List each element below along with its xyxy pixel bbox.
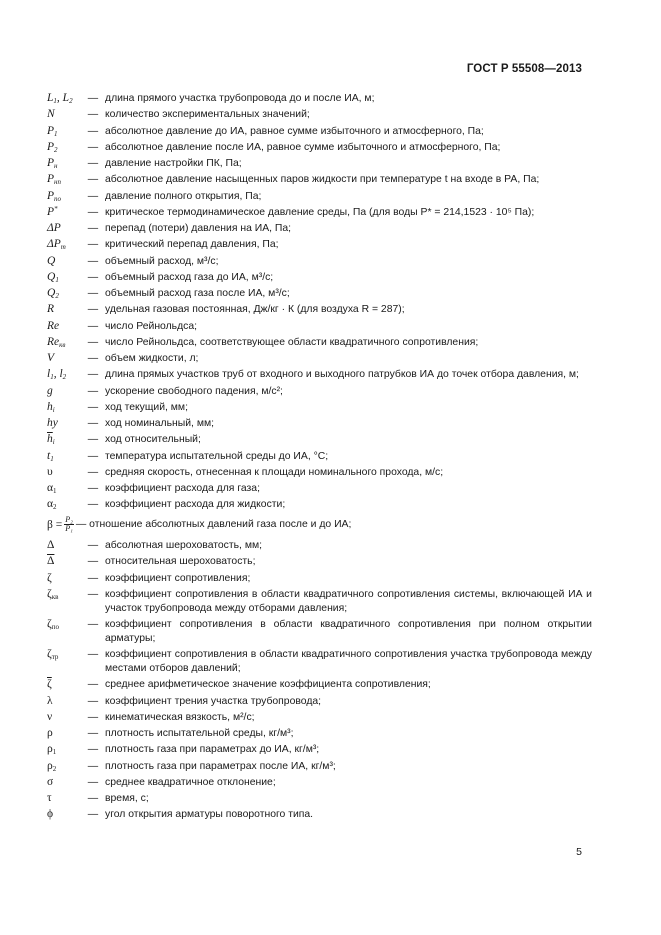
definition-dash: —	[87, 695, 99, 707]
definition-dash: —	[87, 141, 99, 153]
symbol	[47, 352, 81, 366]
page-number: 5	[576, 846, 582, 858]
symbol-letter: hy	[47, 417, 58, 429]
symbol-sub: 2	[55, 292, 59, 300]
symbol-extra: , l	[53, 368, 63, 381]
document-header: ГОСТ Р 55508—2013	[466, 63, 582, 75]
symbol	[47, 618, 81, 646]
definition-dash: —	[87, 711, 99, 723]
symbol	[47, 401, 81, 415]
symbol-letter: g	[47, 384, 53, 397]
symbol-definition-row	[47, 792, 592, 806]
symbol-description: число Рейнольдса, соответствующее области квадратичного сопротивления;	[105, 336, 479, 348]
symbol-letter: P	[47, 157, 55, 169]
symbol-sub: i	[52, 438, 55, 447]
definition-dash: —	[87, 158, 99, 169]
symbol-description: коэффициент сопротивления;	[105, 572, 251, 584]
symbol-definition-row	[47, 287, 592, 301]
symbol-definition-row	[47, 808, 592, 822]
symbol	[47, 776, 81, 790]
definition-dash: —	[87, 649, 99, 661]
definition-dash: —	[87, 125, 99, 137]
definition-dash: —	[87, 418, 99, 429]
symbol-letter: P	[47, 173, 55, 186]
symbol-letter: Re	[47, 319, 60, 332]
definition-dash: —	[87, 93, 99, 104]
beta-lhs: β =	[47, 518, 63, 531]
symbol-sub: i	[52, 405, 55, 414]
symbol-letter: Q	[47, 270, 56, 283]
definition-dash: —	[87, 190, 99, 202]
symbol	[47, 727, 81, 741]
beta-definition	[47, 516, 592, 533]
symbol-extra: , L	[56, 92, 70, 104]
symbol-definition-row	[47, 539, 592, 553]
symbol-letter: P	[47, 189, 55, 202]
symbol-sub: m	[60, 243, 66, 252]
definition-dash: —	[87, 174, 99, 186]
definition-dash: —	[87, 255, 99, 267]
symbol	[47, 303, 81, 317]
symbol-letter: ΔP	[47, 238, 61, 251]
symbol-description: плотность испытательной среды, кг/м³;	[105, 728, 294, 740]
symbol-sub: нп	[54, 178, 62, 187]
symbol-description: кинематическая вязкость, м²/с;	[105, 711, 255, 723]
definition-dash: —	[87, 434, 99, 446]
symbol-description: абсолютное давление до ИА, равное сумме избыточного и атмосферного, Па;	[105, 125, 484, 137]
symbol	[47, 92, 81, 106]
symbol	[47, 760, 81, 774]
symbol	[47, 141, 81, 155]
symbol-description: объемный расход газа после ИА, м³/с;	[105, 288, 290, 299]
symbol-definition-row	[47, 125, 592, 139]
symbol-sub: 2	[54, 145, 58, 154]
symbol-definition-row	[47, 108, 592, 122]
symbol-description: ход номинальный, мм;	[105, 418, 214, 429]
symbol-letter: R	[47, 303, 55, 316]
symbol-definition-row	[47, 173, 592, 187]
definition-dash: —	[87, 588, 99, 600]
definition-dash: —	[87, 466, 99, 478]
symbol-letter: ρ	[47, 759, 53, 772]
symbol-sub: 1	[54, 129, 58, 138]
symbol	[47, 648, 81, 676]
definition-dash: —	[87, 369, 99, 381]
symbol-description: давление настройки ПК, Па;	[105, 158, 242, 169]
symbol-letter: L	[47, 92, 54, 104]
symbol-letter: N	[47, 108, 55, 121]
symbol	[47, 498, 81, 512]
definition-dash: —	[87, 271, 99, 283]
symbol-definition-row	[47, 433, 592, 447]
symbol-sup: *	[54, 204, 58, 213]
symbol-definition-row	[47, 271, 592, 285]
symbol-definition-row	[47, 466, 592, 480]
symbol	[47, 206, 81, 220]
symbol	[47, 743, 81, 757]
symbol	[47, 572, 81, 586]
symbol-sub: 2	[53, 503, 57, 512]
symbol	[47, 108, 81, 122]
definition-dash: —	[87, 206, 99, 218]
symbol-description: относительная шероховатость;	[105, 556, 256, 568]
symbol-definition-row	[47, 255, 592, 269]
symbol-description: длина прямого участка трубопровода до и после ИА, м;	[105, 93, 375, 104]
symbol-definition-row	[47, 222, 592, 236]
symbol	[47, 157, 81, 171]
symbol-description: количество экспериментальных значений;	[105, 109, 310, 121]
symbol-description: среднее квадратичное отклонение;	[105, 776, 276, 788]
symbol-description: ход относительный;	[105, 434, 201, 446]
definition-dash: —	[87, 223, 99, 234]
definition-dash: —	[87, 288, 99, 299]
beta-fraction	[64, 516, 74, 533]
symbol-definition-row	[47, 618, 592, 646]
symbol-description: плотность газа при параметрах до ИА, кг/м³;	[105, 744, 320, 756]
symbol-description: удельная газовая постоянная, Дж/кг · К (для воздуха R = 287);	[105, 304, 405, 316]
symbol-definition-row	[47, 206, 592, 220]
symbol-description: ускорение свободного падения, м/с²;	[105, 385, 283, 397]
symbol-sub: 1	[53, 487, 57, 495]
symbol	[47, 433, 81, 447]
symbol-description: коэффициент сопротивления в области квадратичного сопротивления системы, включающей ИА и участок трубопровода между отборами давления;	[105, 588, 592, 614]
symbol	[47, 271, 81, 285]
symbol-letter: V	[47, 352, 55, 364]
definition-dash: —	[87, 353, 99, 364]
symbol-definition-row	[47, 711, 592, 725]
symbol	[47, 287, 81, 301]
symbol-sub: кв	[51, 592, 59, 601]
definition-dash: —	[87, 744, 99, 756]
symbol-definition-row	[47, 352, 592, 366]
symbol-sub: по	[51, 623, 60, 632]
symbol-letter: Δ	[47, 539, 55, 552]
definition-dash: —	[87, 385, 99, 397]
symbol-letter: l	[47, 368, 51, 381]
symbol-letter: α	[47, 498, 54, 511]
symbol-definition-row	[47, 238, 592, 252]
definition-dash: —	[87, 556, 99, 568]
symbol-description: перепад (потери) давления на ИА, Па;	[105, 223, 292, 234]
symbol-description: критическое термодинамическое давление среды, Па (для воды P* = 214,1523 · 10⁵ Па);	[105, 206, 535, 218]
definition-dash: —	[87, 793, 99, 805]
definition-dash: —	[87, 109, 99, 121]
symbol-sub: н	[54, 162, 58, 170]
symbol	[47, 190, 81, 204]
symbol-definition-row	[47, 678, 592, 692]
symbol-description: температура испытательной среды до ИА, °С;	[105, 450, 329, 462]
symbol	[47, 320, 81, 334]
definition-dash: —	[87, 401, 99, 413]
symbol	[47, 336, 81, 350]
symbol-letter: Q	[47, 254, 56, 267]
symbol-definition-row	[47, 401, 592, 415]
beta-text: — отношение абсолютных давлений газа после и до ИА;	[75, 519, 352, 531]
symbol-letter: σ	[47, 775, 54, 788]
symbol-sub2: 2	[62, 373, 67, 382]
symbol-sub: 1	[53, 97, 57, 105]
symbol-definition-row	[47, 157, 592, 171]
symbol-definition-row	[47, 555, 592, 569]
symbol-sub: по	[54, 194, 62, 203]
symbol	[47, 238, 81, 252]
definition-dash: —	[87, 336, 99, 348]
definition-dash: —	[87, 760, 99, 772]
symbol-letter: P	[47, 140, 55, 153]
symbol-description: абсолютное давление насыщенных паров жидкости при температуре t на входе в РА, Па;	[105, 174, 540, 186]
symbol-definition-row	[47, 498, 592, 512]
symbol	[47, 555, 81, 569]
symbol-letter: Q	[47, 287, 56, 299]
symbol-letter: υ	[47, 465, 53, 478]
symbol-letter: h	[47, 400, 53, 413]
symbol	[47, 695, 81, 709]
symbol-description: ход текущий, мм;	[105, 401, 188, 413]
symbol	[47, 450, 81, 464]
definition-dash: —	[87, 679, 99, 691]
symbol	[47, 792, 81, 806]
definition-dash: —	[87, 304, 99, 316]
symbol-letter: ζ	[47, 571, 52, 584]
symbol-description: объемный расход газа до ИА, м³/с;	[105, 271, 274, 283]
symbols-list	[47, 92, 592, 825]
symbol-description: коэффициент трения участка трубопровода;	[105, 695, 322, 707]
symbol-definition-row	[47, 572, 592, 586]
symbol-letter: $\overline{h}$	[47, 433, 53, 446]
symbol	[47, 125, 81, 139]
symbol-definition-row	[47, 450, 592, 464]
symbol-description: коэффициент расхода для газа;	[105, 483, 260, 494]
symbol-letter: τ	[47, 792, 52, 805]
symbol-definition-row	[47, 385, 592, 399]
symbol-letter: $\overline{\Delta}$	[47, 555, 55, 568]
symbol-sub: тр	[51, 653, 59, 662]
symbol	[47, 539, 81, 553]
symbol-letter: ζ	[47, 648, 52, 661]
symbol-description: объемный расход, м³/с;	[105, 255, 219, 267]
definition-dash: —	[87, 450, 99, 462]
symbol-sub2: 2	[69, 97, 73, 105]
symbol-letter: ζ	[47, 618, 52, 631]
symbol-definition-row	[47, 648, 592, 676]
symbol-sub: 1	[50, 454, 54, 463]
symbol-definition-row	[47, 588, 592, 616]
symbol-description: средняя скорость, отнесенная к площади номинального прохода, м/с;	[105, 466, 444, 478]
symbol-definition-row	[47, 320, 592, 334]
symbol-letter: P	[47, 205, 55, 218]
definition-dash: —	[87, 499, 99, 511]
symbol-definition-row	[47, 695, 592, 709]
definition-dash: —	[87, 572, 99, 584]
symbol	[47, 255, 81, 269]
symbol-definition-row	[47, 776, 592, 790]
symbol-sub: 1	[52, 748, 57, 757]
symbol-description: коэффициент расхода для жидкости;	[105, 499, 286, 511]
symbol	[47, 482, 81, 496]
symbols-list-part-2	[47, 539, 592, 822]
symbol-description: время, с;	[105, 793, 149, 805]
symbol	[47, 368, 81, 382]
symbol-description: угол открытия арматуры поворотного типа.	[105, 809, 314, 821]
symbol	[47, 385, 81, 399]
symbol-description: среднее арифметическое значение коэффициента сопротивления;	[105, 679, 431, 691]
symbol-sub: 2	[52, 764, 57, 773]
symbol-definition-row	[47, 336, 592, 350]
symbol-letter: ν	[47, 710, 53, 723]
definition-dash: —	[87, 809, 99, 821]
beta-numerator: P₂	[65, 515, 73, 525]
symbol-letter: $\overline{\zeta}$	[47, 678, 52, 691]
symbol-description: длина прямых участков труб от входного и выходного патрубков ИА до точек отбора давления, м;	[105, 369, 579, 381]
symbol-sub: 1	[50, 373, 54, 382]
symbols-list-part-1	[47, 92, 592, 512]
symbol-letter: λ	[47, 694, 53, 707]
symbol-definition-row	[47, 303, 592, 317]
definition-dash: —	[87, 320, 99, 332]
symbol-definition-row	[47, 760, 592, 774]
symbol-definition-row	[47, 743, 592, 757]
symbol	[47, 808, 81, 822]
symbol-definition-row	[47, 727, 592, 741]
symbol-letter: t	[47, 449, 51, 462]
symbol-letter: Re	[47, 335, 60, 348]
definition-dash: —	[87, 728, 99, 740]
symbol-description: коэффициент сопротивления в области квадратичного сопротивления при полном открытии арматуры;	[105, 619, 592, 644]
symbol-description: коэффициент сопротивления в области квадратичного сопротивления участка трубопровода между местами отборов давлений;	[105, 649, 592, 675]
definition-dash: —	[87, 483, 99, 494]
symbol-letter: ζ	[47, 587, 52, 600]
symbol	[47, 222, 81, 236]
symbol-description: давление полного открытия, Па;	[105, 190, 262, 202]
symbol	[47, 678, 81, 692]
symbol-description: плотность газа при параметрах после ИА, кг/м³;	[105, 760, 336, 772]
symbol	[47, 588, 81, 616]
symbol-letter: α	[47, 482, 54, 494]
symbol-letter: ρ	[47, 727, 53, 740]
symbol-letter: P	[47, 124, 55, 137]
symbol-definition-row	[47, 92, 592, 106]
definition-dash: —	[87, 619, 99, 631]
symbol	[47, 711, 81, 725]
symbol-definition-row	[47, 190, 592, 204]
symbol-definition-row	[47, 482, 592, 496]
symbol-letter: ΔP	[47, 222, 61, 234]
definition-dash: —	[87, 239, 99, 251]
definition-dash: —	[87, 776, 99, 788]
symbol-definition-row	[47, 368, 592, 382]
symbol-definition-row	[47, 141, 592, 155]
symbol-sub: 1	[55, 275, 59, 284]
symbol-letter: ϕ	[47, 808, 54, 821]
symbol-sub: кв	[59, 340, 66, 349]
symbol-description: объем жидкости, л;	[105, 353, 199, 364]
symbol-letter: ρ	[47, 743, 53, 756]
symbol-description: абсолютная шероховатость, мм;	[105, 540, 262, 552]
symbol	[47, 417, 81, 431]
beta-denominator: P₁	[65, 524, 73, 534]
symbol	[47, 466, 81, 480]
symbol-definition-row	[47, 417, 592, 431]
symbol-description: критический перепад давления, Па;	[105, 239, 279, 251]
symbol	[47, 173, 81, 187]
symbol-description: число Рейнольдса;	[105, 320, 198, 332]
definition-dash: —	[87, 540, 99, 552]
symbol-description: абсолютное давление после ИА, равное сумме избыточного и атмосферного, Па;	[105, 141, 501, 153]
